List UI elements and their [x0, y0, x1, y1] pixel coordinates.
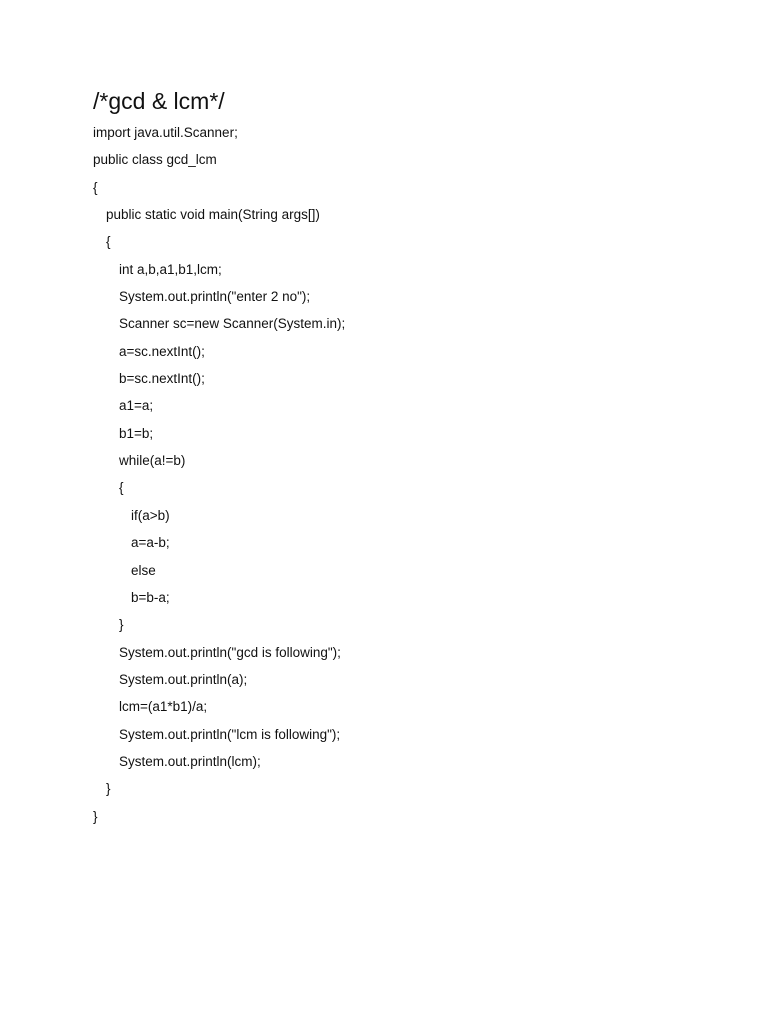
code-line: public class gcd_lcm	[93, 152, 217, 168]
code-line: a1=a;	[119, 398, 154, 414]
code-line: System.out.println(lcm);	[119, 753, 261, 769]
code-line: if(a>b)	[131, 507, 170, 523]
code-line: int a,b,a1,b1,lcm;	[119, 261, 222, 277]
code-line: {	[93, 179, 98, 195]
code-line: else	[131, 562, 156, 578]
code-line: System.out.println(a);	[119, 671, 248, 687]
code-line: {	[106, 234, 111, 250]
code-line: lcm=(a1*b1)/a;	[119, 699, 208, 715]
code-line: }	[93, 808, 98, 824]
code-line: b=sc.nextInt();	[119, 371, 205, 387]
code-line: public static void main(String args[])	[106, 207, 320, 223]
code-line: a=a-b;	[131, 535, 170, 551]
code-line: a=sc.nextInt();	[119, 343, 205, 359]
code-line: Scanner sc=new Scanner(System.in);	[119, 316, 346, 332]
code-line: {	[119, 480, 124, 496]
code-line: System.out.println("gcd is following");	[119, 644, 341, 660]
code-line: }	[119, 617, 124, 633]
code-line: b=b-a;	[131, 589, 170, 605]
code-line: }	[106, 781, 111, 797]
code-line: import java.util.Scanner;	[93, 125, 238, 140]
code-line: System.out.println("enter 2 no");	[119, 289, 311, 305]
code-block	[93, 123, 345, 834]
code-line: System.out.println("lcm is following");	[119, 726, 341, 742]
code-line: while(a!=b)	[119, 453, 186, 469]
code-line: b1=b;	[119, 425, 154, 441]
document-title: /*gcd & lcm*/	[93, 88, 225, 114]
